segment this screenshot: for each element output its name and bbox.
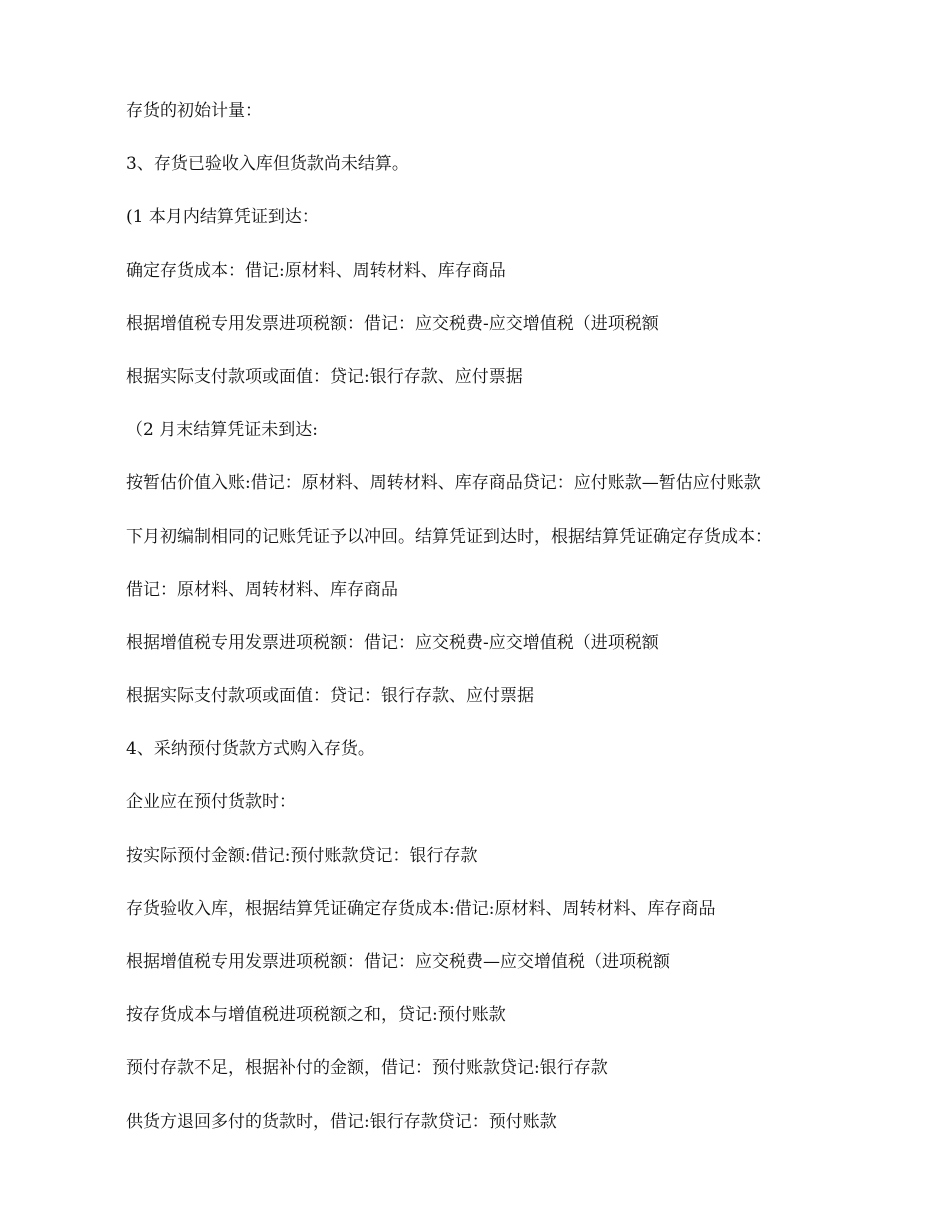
paragraph-line: 根据增值税专用发票进项税额：借记：应交税费-应交增值税（进项税额 [126,632,659,653]
document-body [126,98,826,1162]
section-heading-initial-measurement: 存货的初始计量： [126,101,262,121]
paragraph-line: 根据增值税专用发票进项税额：借记：应交税费—应交增值税（进项税额 [126,952,670,972]
paragraph-line: 根据实际支付款项或面值：贷记：银行存款、应付票据 [126,686,534,707]
paragraph-line: 确定存货成本：借记:原材料、周转材料、库存商品 [126,260,506,281]
paragraph-subitem-1: (1 本月内结算凭证到达： [126,207,319,228]
paragraph-line: 根据实际支付款项或面值：贷记:银行存款、应付票据 [126,366,523,387]
paragraph-line: 按实际预付金额:借记:预付账款贷记：银行存款 [126,845,478,866]
paragraph-line: 供货方退回多付的货款时，借记:银行存款贷记：预付账款 [126,1111,557,1132]
paragraph-line: 预付存款不足，根据补付的金额，借记：预付账款贷记:银行存款 [126,1058,608,1079]
paragraph-line: 根据增值税专用发票进项税额：借记：应交税费-应交增值税（进项税额 [126,313,659,334]
paragraph-line: 存货验收入库，根据结算凭证确定存货成本:借记:原材料、周转材料、库存商品 [126,898,716,919]
paragraph-item-3: 3、存货已验收入库但货款尚未结算。 [126,154,409,175]
paragraph-line: 按存货成本与增值税进项税额之和，贷记:预付账款 [126,1005,506,1026]
paragraph-line: 借记：原材料、周转材料、库存商品 [126,579,398,600]
paragraph-subitem-2: （2 月末结算凭证未到达: [126,420,318,441]
paragraph-item-4: 4、采纳预付货款方式购入存货。 [126,739,375,760]
paragraph-line: 企业应在预付货款时： [126,792,296,813]
paragraph-line: 按暂估价值入账:借记：原材料、周转材料、库存商品贷记：应付账款—暂估应付账款 [126,473,761,494]
paragraph-line: 下月初编制相同的记账凭证予以冲回。结算凭证到达时，根据结算凭证确定存货成本： [126,526,772,547]
